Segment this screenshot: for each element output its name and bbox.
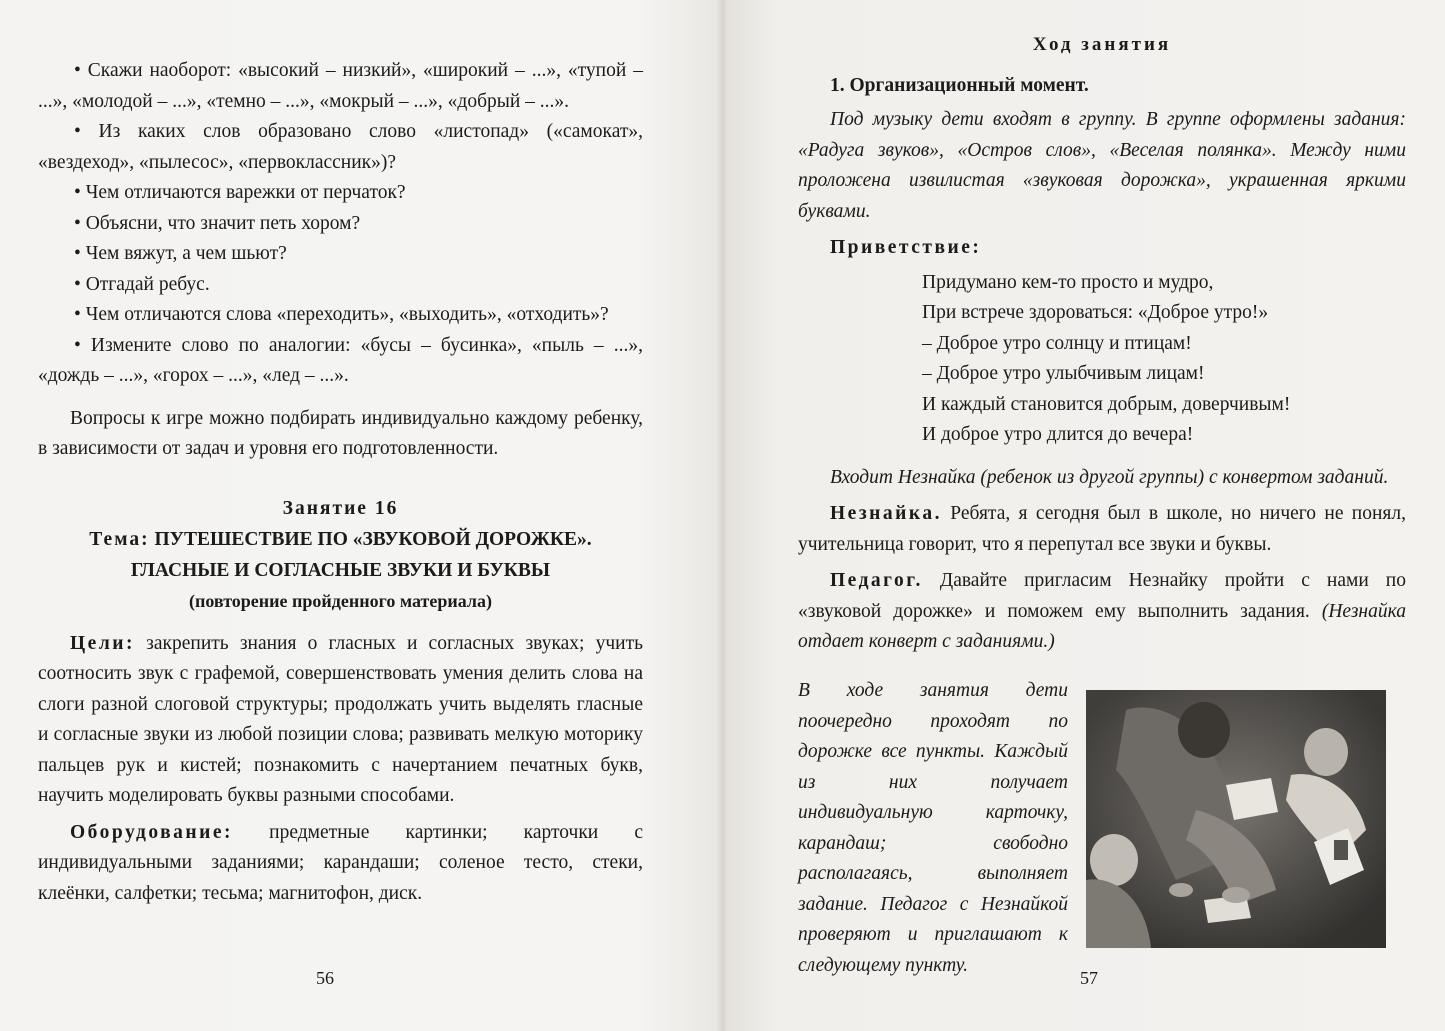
lesson-theme-line1 xyxy=(38,524,643,555)
theme-title: ПУТЕШЕСТВИЕ ПО «ЗВУКОВОЙ ДОРОЖКЕ». xyxy=(154,528,592,550)
neznayka-text: Ребята, я сегодня был в школе, но ничего не понял, учительница говорит, что я перепутал все звуки и буквы. xyxy=(798,503,1406,555)
equipment-label: Оборудование: xyxy=(70,821,234,843)
equipment-text: предметные картинки; карточки с индивидуальными заданиями; карандаши; соленое тесто, стеки, клеёнки, салфетки; тесьма; магнитофон, диск. xyxy=(38,821,643,904)
question-item: • Чем вяжут, а чем шьют? xyxy=(74,243,287,264)
poem-line: И доброе утро длится до вечера! xyxy=(922,424,1194,445)
goals-text: закрепить знания о гласных и согласных звуках; учить соотносить звук с графемой, совершенствовать умения делить слова на слоги разной слоговой структуры; продолжать учить выделять гласные и согласные звуки из любой позиции слова; развивать мелкую моторику пальцев рук и кистей; познакомить с начертанием печатных букв, научить моделировать буквы разными способами. xyxy=(38,632,643,806)
classroom-photo xyxy=(1086,690,1386,948)
question-item: • Скажи наоборот: «высокий – низкий», «широкий – ...», «тупой – ...», «молодой – ...», «темно – ...», «мокрый – ...», «добрый – ...». xyxy=(38,60,643,112)
game-note: Вопросы к игре можно подбирать индивидуально каждому ребенку, в зависимости от задач и уровня его подготовленности. xyxy=(38,407,643,459)
poem-line: – Доброе утро улыбчивым лицам! xyxy=(922,363,1205,384)
subsection-title: 1. Организационный момент. xyxy=(830,74,1089,96)
lesson-heading xyxy=(38,493,643,617)
neznayka-line xyxy=(798,499,1406,560)
poem-line: И каждый становится добрым, доверчивым! xyxy=(922,393,1291,415)
poem-line: Придумано кем-то просто и мудро, xyxy=(922,271,1214,293)
question-item: • Чем отличаются слова «переходить», «выходить», «отходить»? xyxy=(74,304,609,325)
lesson-number: Занятие 16 xyxy=(282,497,399,519)
question-item: • Из каких слов образовано слово «листопад» («самокат», «вездеход», «пылесос», «первоклассник»)? xyxy=(38,121,643,173)
intro-text: Под музыку дети входят в группу. В группе оформлены задания: «Радуга звуков», «Остров слов», «Веселая полянка». Между ними проложена извилистая «звуковая дорожка», украшенная яркими буквами. xyxy=(798,109,1406,222)
poem-line: При встрече здороваться: «Доброе утро!» xyxy=(922,302,1269,323)
question-item: • Отгадай ребус. xyxy=(74,273,210,295)
section-title: Ход занятия xyxy=(1032,34,1172,55)
greeting-poem xyxy=(922,268,1406,451)
lesson-equipment xyxy=(38,818,643,910)
teacher-italic: (Незнайка отдает конверт с заданиями.) xyxy=(798,600,1406,652)
lesson-theme-line2: ГЛАСНЫЕ И СОГЛАСНЫЕ ЗВУКИ И БУКВЫ xyxy=(130,559,551,581)
page-number-right: 57 xyxy=(1080,968,1098,988)
poem-line: – Доброе утро солнцу и птицам! xyxy=(922,332,1192,354)
question-item: • Измените слово по аналогии: «бусы – бусинка», «пыль – ...», «дождь – ...», «горох – ...», «лед – ...». xyxy=(38,334,643,386)
page-number-left: 56 xyxy=(316,968,334,988)
activity-description: В ходе занятия дети поочередно проходят по дорожке все пункты. Каждый из них получает индивидуальную карточку, карандаш; свободно располагаясь, выполняет задание. Педагог с Незнайкой проверяют и приглашают к следующему пункту. xyxy=(798,680,1068,976)
question-item: • Объясни, что значит петь хором? xyxy=(74,212,361,234)
classroom-photo-image xyxy=(1086,690,1386,948)
right-page-text xyxy=(798,30,1406,658)
greeting-label-row xyxy=(798,233,1406,264)
question-item: • Чем отличаются варежки от перчаток? xyxy=(74,182,406,203)
lesson-goals xyxy=(38,629,643,812)
left-page-text xyxy=(38,56,643,909)
teacher-line xyxy=(798,566,1406,658)
greeting-label: Приветствие: xyxy=(830,237,982,258)
neznayka-label: Незнайка. xyxy=(830,503,942,524)
goals-label: Цели: xyxy=(70,632,135,654)
theme-label: Тема: xyxy=(89,528,150,550)
teacher-label: Педагог. xyxy=(830,570,923,591)
lesson-theme-line3: (повторение пройденного материала) xyxy=(189,590,492,611)
teacher-text: Давайте пригласим Незнайку пройти с нами по «звуковой дорожке» и поможем ему выполнить задания. xyxy=(798,570,1406,622)
entrance-text: Входит Незнайка (ребенок из другой группы) с конвертом заданий. xyxy=(830,466,1389,488)
book-gutter xyxy=(716,0,728,1031)
